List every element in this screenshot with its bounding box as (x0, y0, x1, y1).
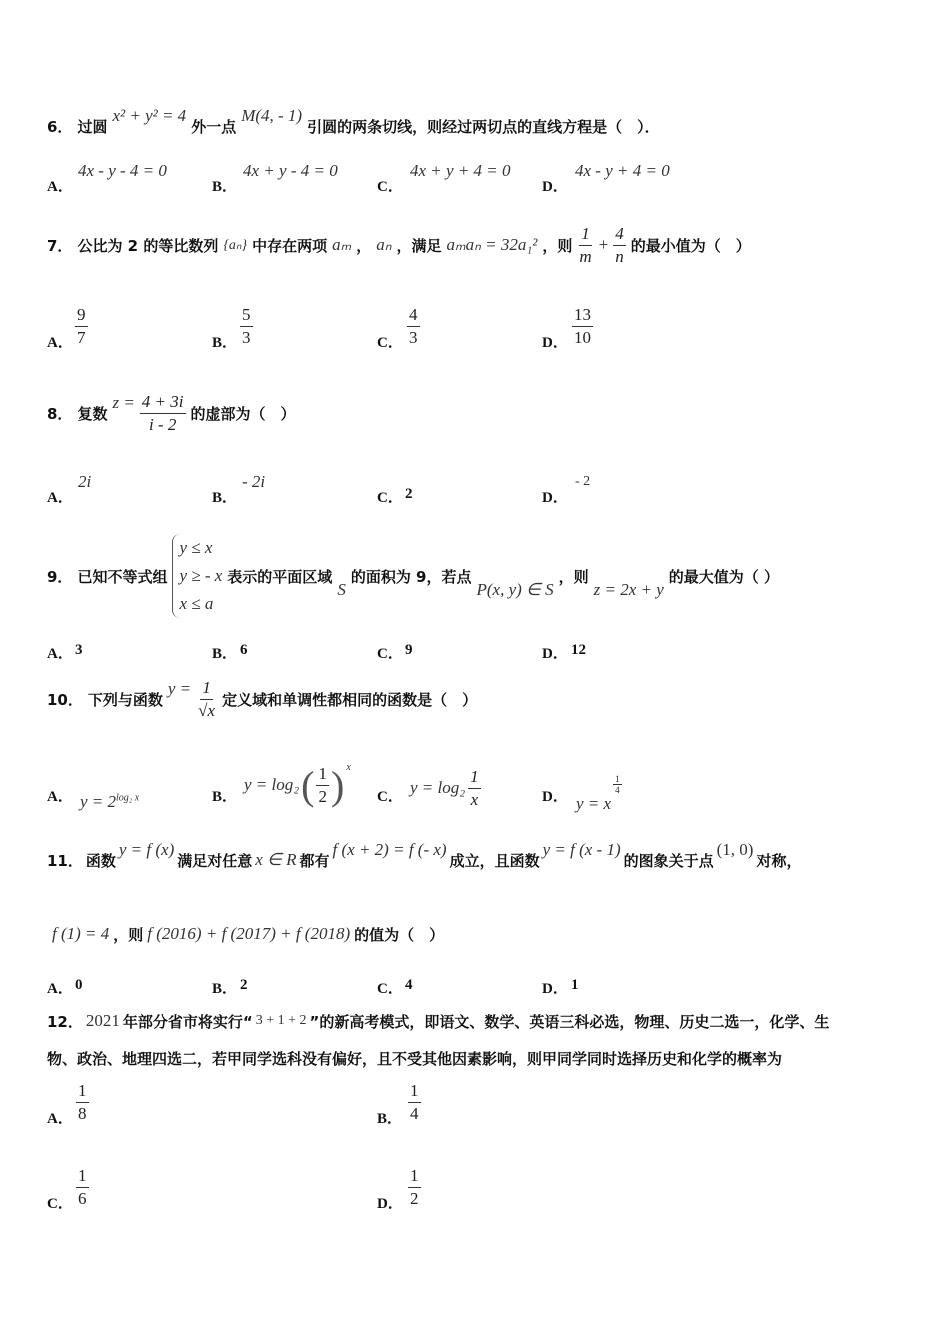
option-c-label: C． (377, 646, 403, 662)
math: f (2016) + f (2017) + f (2018) (147, 924, 351, 943)
log-expression: y = log₂ (244, 775, 300, 794)
stem-text: ，则 (558, 567, 589, 586)
option-a-value (80, 792, 139, 812)
option-d-label: D． (542, 490, 568, 506)
option-b-label: B． (212, 179, 238, 195)
math: y = f (x) (118, 840, 175, 859)
stem-text: 的值为（ ） (354, 925, 445, 944)
option-a-value: 0 (75, 977, 83, 993)
math: x ∈ R (255, 850, 297, 869)
question-stem (47, 220, 751, 270)
option-a-label: A． (47, 1111, 73, 1127)
denominator: 7 (77, 328, 86, 347)
math: z = (112, 393, 135, 412)
denominator: n (615, 246, 624, 266)
stem-text: 的虚部为（ ） (190, 404, 296, 423)
option-b-label: B． (212, 646, 238, 662)
math: f (x + 2) = f (- x) (332, 840, 447, 859)
option-c-value: 4x + y + 4 = 0 (410, 161, 511, 180)
option-c-value: 9 (405, 642, 413, 658)
denominator: m (579, 246, 592, 266)
option-b-label: B． (212, 981, 238, 997)
option-a-label: A． (47, 789, 73, 805)
numerator: 4 + 3i (140, 391, 186, 414)
math: P(x, y) ∈ S (476, 580, 554, 599)
math: x² + y² = 4 (112, 106, 187, 125)
stem-text: 外一点 (191, 117, 237, 136)
fraction (196, 677, 217, 722)
option-c-label: C． (377, 490, 403, 506)
fraction (140, 391, 186, 436)
stem-text: 物、政治、地理四选二，若甲同学选科没有偏好，且不受其他因素影响，则甲同学同时选择历史和化学的概率为 (47, 1050, 783, 1068)
numerator: 1 (408, 1165, 421, 1188)
denominator: 10 (574, 328, 591, 347)
denominator: 2 (410, 1189, 419, 1208)
option-b-value (408, 1080, 421, 1125)
option-d-label: D． (542, 646, 568, 662)
math: aₘ (332, 235, 352, 254)
plus-sign: + (598, 235, 609, 254)
option-b-label: B． (212, 789, 238, 805)
stem-text: 的面积为 9，若点 (350, 567, 472, 586)
stem-text: 下列与函数 (87, 690, 163, 709)
option-c-value (410, 765, 481, 811)
numerator: 4 (407, 304, 420, 327)
stem-text: ，满足 (396, 236, 442, 255)
option-b-value: 2 (240, 977, 248, 993)
denominator: i - 2 (148, 414, 177, 434)
exponent-fraction (613, 774, 622, 795)
stem-text: 的最大值为（ ） (668, 567, 779, 586)
math: 2021 (85, 1011, 120, 1030)
inequality-system (172, 534, 222, 618)
numerator: 9 (75, 304, 88, 327)
question-number: 7． (47, 236, 73, 255)
option-a-value: 3 (75, 642, 83, 658)
option-d-value (576, 774, 622, 814)
math: {aₙ} (223, 237, 248, 253)
option-a-value (75, 304, 88, 349)
stem-text: 年部分省市将实行“ (122, 1012, 253, 1031)
option-c-label: C． (377, 335, 403, 351)
stem-text: ，则 (113, 925, 144, 944)
question-number: 9． (47, 567, 73, 586)
option-a-label: A． (47, 179, 73, 195)
stem-text: 已知不等式组 (77, 567, 168, 586)
stem-text: 的最小值为（ ） (630, 236, 751, 255)
left-paren: ( (301, 762, 315, 808)
inequality: y ≥ - x (179, 566, 223, 585)
option-c-value (407, 304, 420, 349)
fraction (577, 223, 593, 268)
stem-text: ，则 (542, 236, 573, 255)
question-number: 8． (47, 404, 73, 423)
exponent: log₂ x (116, 792, 140, 804)
math: z = 2x + y (593, 580, 664, 599)
option-d-label: D． (542, 179, 568, 195)
option-a-value: 2i (78, 472, 92, 491)
option-b-label: B． (377, 1111, 403, 1127)
denominator: 3 (409, 328, 418, 347)
option-d-label: D． (377, 1196, 403, 1212)
math: aₘaₙ = 32a₁² (446, 235, 538, 254)
option-d-label: D． (542, 335, 568, 351)
question-stem (47, 674, 477, 724)
option-d-label: D． (542, 789, 568, 805)
stem-text: 的图象关于点 (623, 851, 714, 870)
stem-text: 定义域和单调性都相同的函数是（ ） (222, 690, 478, 709)
math: S (337, 580, 346, 599)
denominator: 4 (410, 1104, 419, 1123)
option-b-value: 4x + y - 4 = 0 (243, 161, 338, 180)
option-b-value: - 2i (242, 472, 266, 491)
denominator: 2 (318, 786, 327, 806)
option-c-label: C． (377, 981, 403, 997)
numerator: 1 (468, 766, 481, 789)
denominator: 4 (615, 785, 620, 795)
exponent: x (346, 761, 351, 773)
question-stem-line-2 (52, 916, 444, 952)
denominator: 6 (78, 1189, 87, 1208)
option-c-label: C． (377, 179, 403, 195)
math: y = (167, 679, 192, 698)
option-d-value (408, 1165, 421, 1210)
numerator: 1 (316, 763, 329, 786)
stem-text: 对称， (756, 851, 802, 870)
math: M(4, - 1) (241, 106, 303, 125)
option-b-value: 6 (240, 642, 248, 658)
base: y = x (576, 794, 612, 813)
numerator: 1 (579, 223, 592, 246)
question-stem (47, 532, 779, 620)
option-b-value (240, 304, 253, 349)
option-b-label: B． (212, 335, 238, 351)
stem-text: 都有 (299, 851, 330, 870)
denominator: x (470, 789, 479, 809)
option-c-value (76, 1165, 89, 1210)
math: (1, 0) (716, 840, 754, 859)
denominator: 8 (78, 1104, 87, 1123)
inequality: y ≤ x (179, 538, 213, 557)
math: 3 + 1 + 2 (255, 1013, 307, 1028)
question-stem (47, 108, 660, 144)
right-paren: ) (330, 762, 345, 808)
fraction (316, 763, 329, 808)
option-a-label: A． (47, 490, 73, 506)
stem-text: ”的新高考模式，即语文、数学、英语三科必选，物理、历史二选一，化学、生 (309, 1012, 830, 1031)
fraction (468, 766, 481, 811)
option-a-label: A． (47, 335, 73, 351)
math: y = f (x - 1) (542, 840, 621, 859)
numerator: 1 (615, 774, 620, 784)
stem-text: 引圆的两条切线，则经过两切点的直线方程是（ ）． (307, 117, 660, 136)
option-d-value (572, 304, 593, 349)
numerator: 1 (408, 1080, 421, 1103)
option-d-value: 12 (571, 642, 586, 658)
numerator: 5 (240, 304, 253, 327)
option-d-value: - 2 (575, 474, 591, 489)
option-c-label: C． (377, 789, 403, 805)
question-number: 12． (47, 1012, 83, 1031)
stem-text: ， (356, 236, 372, 255)
fraction (613, 223, 626, 268)
option-d-value: 1 (571, 977, 579, 993)
denominator: 3 (242, 328, 251, 347)
option-a-label: A． (47, 646, 73, 662)
math: f (1) = 4 (52, 924, 110, 943)
stem-text: 函数 (85, 851, 116, 870)
option-a-value: 4x - y - 4 = 0 (78, 161, 167, 180)
stem-text: 复数 (77, 404, 108, 423)
option-a-label: A． (47, 981, 73, 997)
question-stem (47, 842, 801, 878)
stem-text: 表示的平面区域 (227, 567, 333, 586)
inequality: x ≤ a (179, 594, 214, 613)
stem-text: 成立，且函数 (449, 851, 540, 870)
stem-text: 过圆 (77, 117, 108, 136)
math: aₙ (376, 235, 392, 254)
question-stem (47, 388, 296, 438)
option-d-value: 4x - y + 4 = 0 (575, 161, 670, 180)
stem-text: 满足对任意 (177, 851, 253, 870)
option-b-label: B． (212, 490, 238, 506)
question-stem (47, 1008, 829, 1034)
denominator: √x (198, 700, 216, 720)
option-b-value (244, 760, 351, 810)
option-a-value (76, 1080, 89, 1125)
stem-text: 中存在两项 (252, 236, 328, 255)
numerator: 4 (613, 223, 626, 246)
option-c-value: 2 (405, 486, 413, 502)
numerator: 13 (572, 304, 593, 327)
option-d-label: D． (542, 981, 568, 997)
log-expression: y = log₂ (410, 778, 466, 797)
question-number: 11． (47, 851, 83, 870)
stem-text: 公比为 2 的等比数列 (77, 236, 219, 255)
numerator: 1 (76, 1080, 89, 1103)
question-number: 10． (47, 690, 83, 709)
option-c-label: C． (47, 1196, 73, 1212)
option-c-value: 4 (405, 977, 413, 993)
numerator: 1 (200, 677, 213, 700)
base: y = 2 (80, 792, 117, 811)
question-number: 6． (47, 117, 73, 136)
numerator: 1 (76, 1165, 89, 1188)
